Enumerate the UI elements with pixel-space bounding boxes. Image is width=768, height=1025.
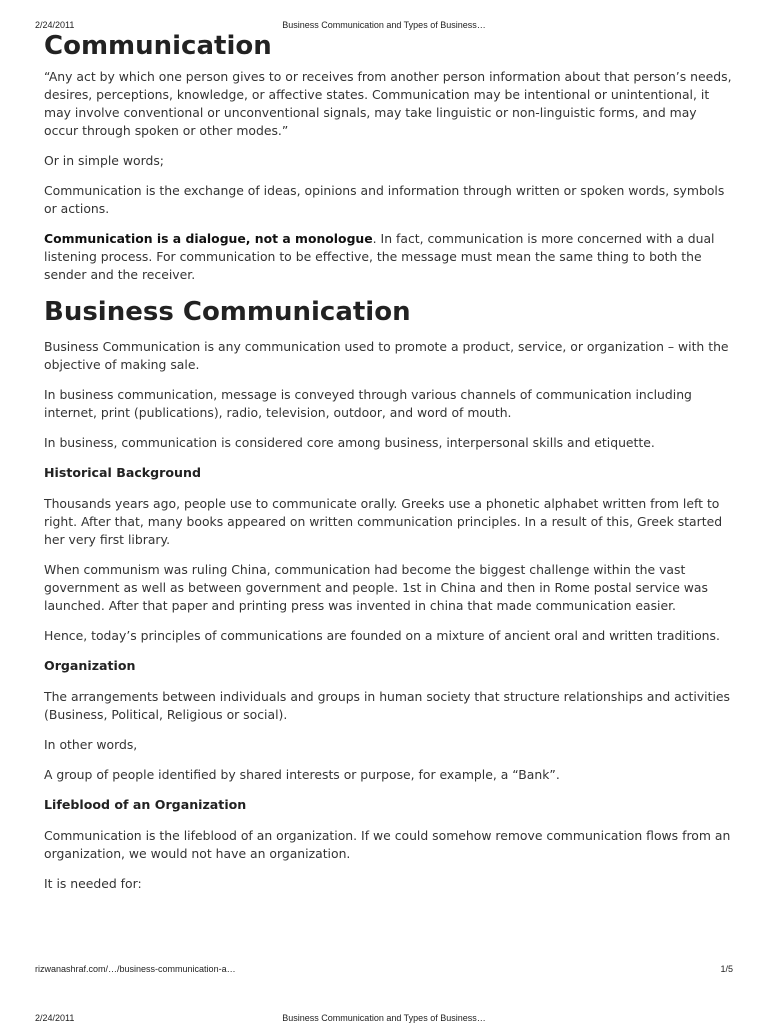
print-page-title: Business Communication and Types of Business… xyxy=(282,20,486,30)
next-page-header xyxy=(35,1013,733,1025)
history-para-2: When communism was ruling China, communication had become the biggest challenge within the vast government as well as between government and people. 1st in China and then in Rome postal service was launched. After that paper and printing press was invented in china that made communication easier. xyxy=(44,562,708,613)
organization-para-2: In other words, xyxy=(44,737,138,752)
print-footer xyxy=(35,964,733,976)
history-para-1: Thousands years ago, people use to communicate orally. Greeks use a phonetic alphabet written from left to right. After that, many books appeared on written communication principles. In a result of this, Greek started her very first library. xyxy=(44,496,723,547)
source-url-link[interactable]: rizwanashraf.com/…/business-communication-a… xyxy=(35,964,236,974)
heading-organization: Organization xyxy=(44,658,136,673)
dialogue-rest-text: . In fact, communication is more concerned with a dual listening process. For communication to be effective, the message must mean the same thing to both the sender and the receiver. xyxy=(44,231,715,282)
communication-quote: “Any act by which one person gives to or receives from another person information about that person’s needs, desires, perceptions, knowledge, or affective states. Communication may be intentional or unintentional, it may involve conventional or unconventional signals, may take linguistic or non-linguistic forms, and may occur through spoken or other modes.” xyxy=(44,69,732,138)
document-body xyxy=(44,30,734,905)
print-date: 2/24/2011 xyxy=(35,20,75,30)
business-para-2: In business communication, message is conveyed through various channels of communication including internet, print (publications), radio, television, outdoor, and word of mouth. xyxy=(44,387,692,420)
simple-words-intro: Or in simple words; xyxy=(44,153,164,168)
page-number: 1/5 xyxy=(720,964,733,974)
heading-business-communication: Business Communication xyxy=(44,297,411,327)
business-para-3: In business, communication is considered core among business, interpersonal skills and etiquette. xyxy=(44,435,655,450)
history-para-3: Hence, today’s principles of communications are founded on a mixture of ancient oral and written traditions. xyxy=(44,628,720,643)
next-page-date: 2/24/2011 xyxy=(35,1013,75,1023)
next-page-title: Business Communication and Types of Business… xyxy=(282,1013,486,1023)
heading-historical-background: Historical Background xyxy=(44,465,201,480)
communication-definition: Communication is the exchange of ideas, opinions and information through written or spoken words, symbols or actions. xyxy=(44,183,725,216)
business-para-1: Business Communication is any communication used to promote a product, service, or organization – with the objective of making sale. xyxy=(44,339,729,372)
dialogue-paragraph xyxy=(44,230,734,284)
lifeblood-para-1: Communication is the lifeblood of an organization. If we could somehow remove communication flows from an organization, we would not have an organization. xyxy=(44,828,731,861)
organization-para-3: A group of people identified by shared interests or purpose, for example, a “Bank”. xyxy=(44,767,560,782)
organization-para-1: The arrangements between individuals and groups in human society that structure relationships and activities (Business, Political, Religious or social). xyxy=(44,689,730,722)
dialogue-bold-text: Communication is a dialogue, not a monologue xyxy=(44,231,373,246)
heading-communication: Communication xyxy=(44,31,272,61)
heading-lifeblood: Lifeblood of an Organization xyxy=(44,797,247,812)
lifeblood-para-2: It is needed for: xyxy=(44,876,142,891)
